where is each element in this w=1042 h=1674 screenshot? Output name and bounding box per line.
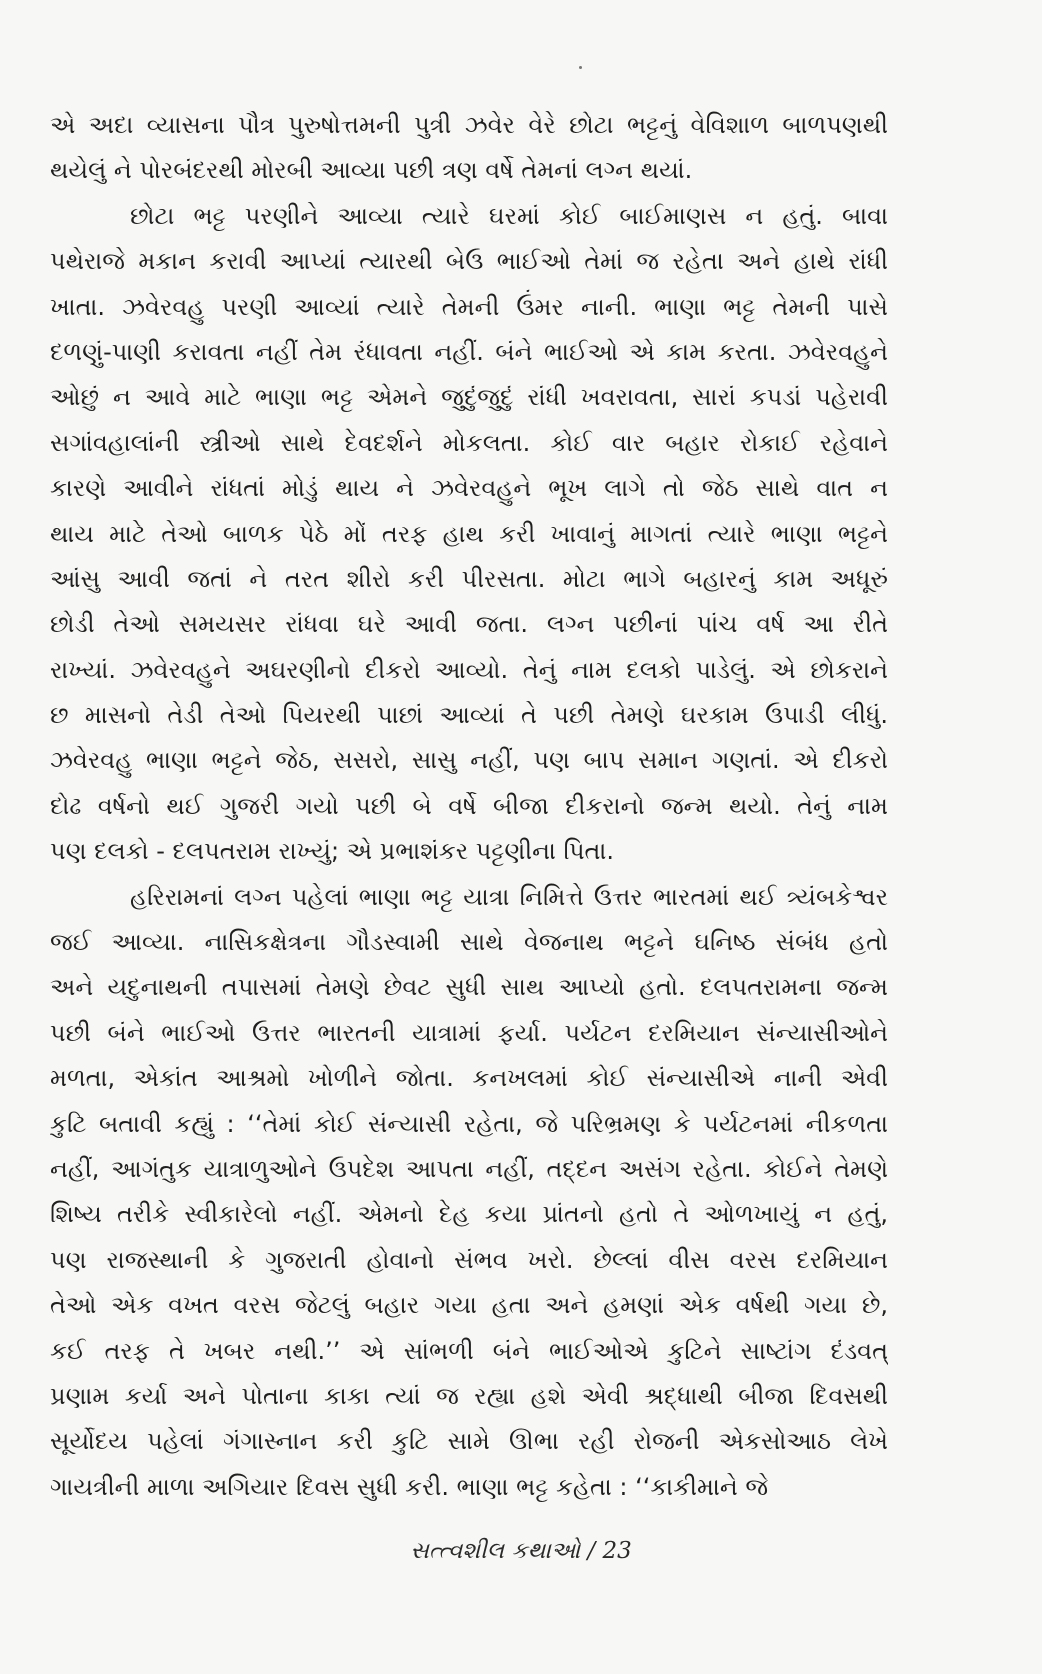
text-line: સૂર્યોદય પહેલાં ગંગાસ્નાન કરી કુટિ સામે ઊભા રહી રોજની એકસોઆઠ લેખે: [50, 1427, 888, 1456]
text-line: થાય માટે તેઓ બાળક પેઠે મોં તરફ હાથ કરી ખાવાનું માગતાં ત્યારે ભાણા ભટ્ટને: [50, 519, 888, 548]
print-speck: [579, 66, 582, 69]
text-line: ઝવેરવહુ ભાણા ભટ્ટને જેઠ, સસરો, સાસુ નહીં, પણ બાપ સમાન ગણતાં. એ દીકરો: [50, 746, 888, 775]
text-line: કુટિ બતાવી કહ્યું : ‘‘તેમાં કોઈ સંન્યાસી રહેતા, જે પરિભ્રમણ કે પર્યટનમાં નીકળતા: [50, 1109, 888, 1138]
text-line: કારણે આવીને રાંધતાં મોડું થાય ને ઝવેરવહુને ભૂખ લાગે તો જેઠ સાથે વાત ન: [50, 474, 888, 503]
text-line: તેઓ એક વખત વરસ જેટલું બહાર ગયા હતા અને હમણાં એક વર્ષથી ગયા છે,: [50, 1291, 888, 1320]
text-line: મળતા, એકાંત આશ્રમો ખોળીને જોતા. કનખલમાં કોઈ સંન્યાસીએ નાની એવી: [50, 1064, 888, 1093]
text-line: પણ રાજસ્થાની કે ગુજરાતી હોવાનો સંભવ ખરો. છેલ્લાં વીસ વરસ દરમિયાન: [50, 1245, 888, 1274]
text-line: પથેરાજે મકાન કરાવી આપ્યાં ત્યારથી બેઉ ભાઈઓ તેમાં જ રહેતા અને હાથે રાંધી: [50, 247, 888, 276]
page-body-text: [50, 103, 888, 1510]
paragraph: [50, 194, 888, 875]
text-line: જઈ આવ્યા. નાસિકક્ષેત્રના ગૌડસ્વામી સાથે વેજનાથ ભટ્ટને ઘનિષ્ઠ સંબંધ હતો: [50, 928, 888, 957]
text-line: થયેલું ને પોરબંદરથી મોરબી આવ્યા પછી ત્રણ વર્ષે તેમનાં લગ્ન થયાં.: [50, 156, 693, 185]
text-line: ઓછું ન આવે માટે ભાણા ભટ્ટ એમને જુદુંજુદું રાંધી ખવરાવતા, સારાં કપડાં પહેરાવી: [50, 383, 888, 412]
text-line: પછી બંને ભાઈઓ ઉત્તર ભારતની યાત્રામાં ફર્યા. પર્યટન દરમિયાન સંન્યાસીઓને: [50, 1018, 888, 1047]
text-line: કઈ તરફ તે ખબર નથી.’’ એ સાંભળી બંને ભાઈઓએ કુટિને સાષ્ટાંગ દંડવત્: [50, 1336, 888, 1365]
paragraph: [50, 103, 888, 194]
page-footer: સત્ત્વશીલ કથાઓ / 23: [410, 1538, 632, 1564]
paragraph: [50, 875, 888, 1510]
text-line: દોઢ વર્ષનો થઈ ગુજરી ગયો પછી બે વર્ષે બીજા દીકરાનો જન્મ થયો. તેનું નામ: [50, 791, 888, 820]
text-line: નહીં, આગંતુક યાત્રાળુઓને ઉપદેશ આપતા નહીં, તદ્દન અસંગ રહેતા. કોઈને તેમણે: [50, 1154, 888, 1183]
text-line: ગાયત્રીની માળા અગિયાર દિવસ સુધી કરી. ભાણા ભટ્ટ કહેતા : ‘‘કાકીમાને જે: [50, 1472, 769, 1501]
text-line: છોડી તેઓ સમયસર રાંધવા ઘરે આવી જતા. લગ્ન પછીનાં પાંચ વર્ષ આ રીતે: [50, 610, 888, 639]
text-line: ખાતા. ઝવેરવહુ પરણી આવ્યાં ત્યારે તેમની ઉંમર નાની. ભાણા ભટ્ટ તેમની પાસે: [50, 292, 888, 321]
text-line: હરિરામનાં લગ્ન પહેલાં ભાણા ભટ્ટ યાત્રા નિમિત્તે ઉત્તર ભારતમાં થઈ ત્ર્યંબકેશ્વર: [130, 882, 888, 911]
text-line: સગાંવહાલાંની સ્ત્રીઓ સાથે દેવદર્શને મોકલતા. કોઈ વાર બહાર રોકાઈ રહેવાને: [50, 428, 888, 457]
text-line: પ્રણામ કર્યા અને પોતાના કાકા ત્યાં જ રહ્યા હશે એવી શ્રદ્ધાથી બીજા દિવસથી: [50, 1381, 888, 1410]
text-line: પણ દલકો - દલપતરામ રાખ્યું; એ પ્રભાશંકર પટ્ટણીના પિતા.: [50, 837, 614, 866]
text-line: છોટા ભટ્ટ પરણીને આવ્યા ત્યારે ઘરમાં કોઈ બાઈમાણસ ન હતું. બાવા: [130, 201, 888, 230]
text-line: દળણું-પાણી કરાવતા નહીં તેમ રંધાવતા નહીં. બંને ભાઈઓ એ કામ કરતા. ઝવેરવહુને: [50, 337, 888, 366]
text-line: રાખ્યાં. ઝવેરવહુને અઘરણીનો દીકરો આવ્યો. તેનું નામ દલકો પાડેલું. એ છોકરાને: [50, 655, 888, 684]
text-line: શિષ્ય તરીકે સ્વીકારેલો નહીં. એમનો દેહ કયા પ્રાંતનો હતો તે ઓળખાયું ન હતું,: [50, 1200, 888, 1229]
text-line: અને યદુનાથની તપાસમાં તેમણે છેવટ સુધી સાથ આપ્યો હતો. દલપતરામના જન્મ: [50, 973, 888, 1002]
text-line: એ અદા વ્યાસના પૌત્ર પુરુષોત્તમની પુત્રી ઝવેર વેરે છોટા ભટ્ટનું વેવિશાળ બાળપણથી: [50, 111, 888, 139]
text-line: છ માસનો તેડી તેઓ પિયરથી પાછાં આવ્યાં તે પછી તેમણે ઘરકામ ઉપાડી લીધું.: [50, 701, 888, 730]
text-line: આંસુ આવી જતાં ને તરત શીરો કરી પીરસતા. મોટા ભાગે બહારનું કામ અધૂરું: [50, 564, 888, 593]
